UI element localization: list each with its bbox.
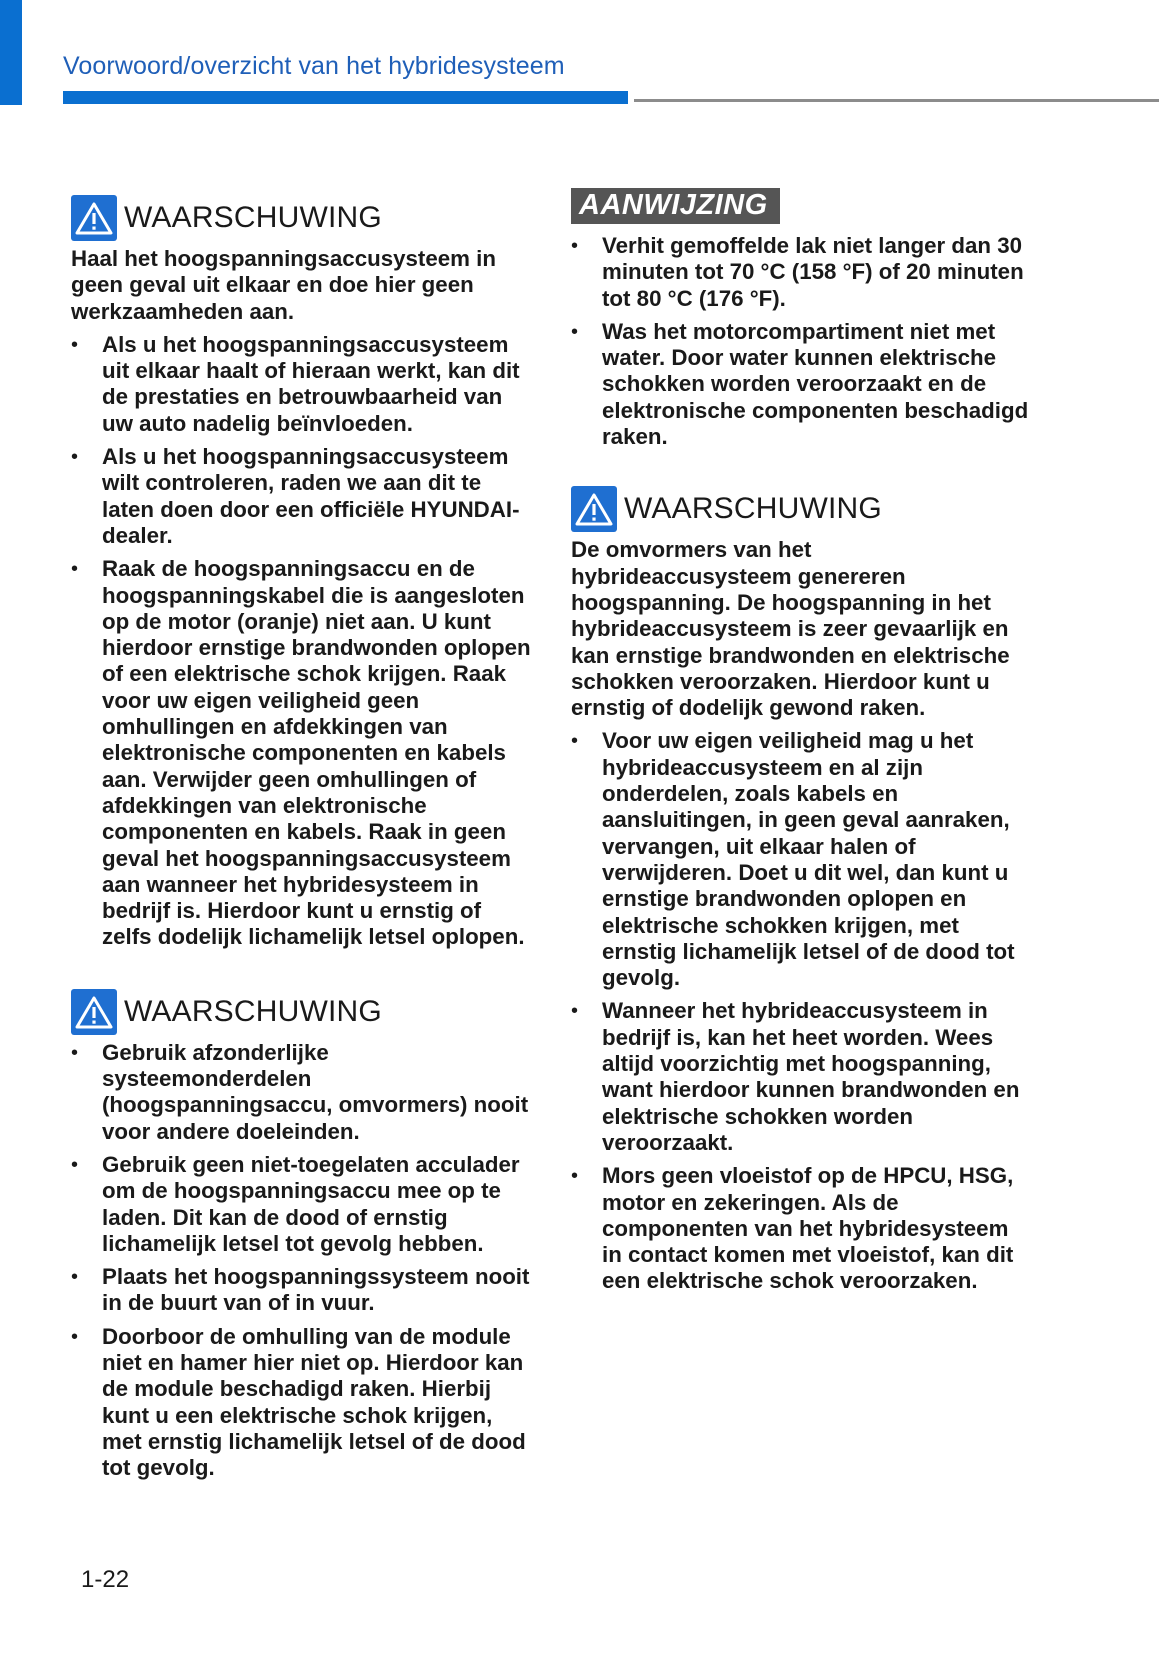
chapter-edge-tab (0, 0, 22, 105)
warning-box-3 (571, 485, 1033, 1294)
warning-triangle-icon (571, 486, 617, 532)
list-item: • Mors geen vloeistof op de HPCU, HSG, motor en zekeringen. Als de componenten van het hybridesysteem in contact komen met vloeistof, kan dit een elektrische schok veroorzaken. (571, 1163, 1033, 1294)
list-item: • Verhit gemoffelde lak niet langer dan 30 minuten tot 70 °C (158 °F) of 20 minuten tot 80 °C (176 °F). (571, 233, 1033, 312)
note-title: AANWIJZING (571, 188, 780, 224)
list-item: • Als u het hoogspanningsaccusysteem wilt controleren, raden we aan dit te laten doen door een officiële HYUNDAI-dealer. (71, 444, 533, 549)
list-item: • Voor uw eigen veiligheid mag u het hybrideaccusysteem en al zijn onderdelen, zoals kabels en aansluitingen, in geen geval aanraken, vervangen, uit elkaar halen of verwijderen. Doet u dit wel, dan kunt u ernstige brandwonden oplopen en elektrische schokken krijgen, met ernstig lichamelijk letsel of de dood tot gevolg. (571, 728, 1033, 991)
warning-list (571, 728, 1033, 1294)
warning-heading (71, 194, 533, 242)
warning-box-2 (71, 988, 533, 1482)
warning-box-1 (71, 194, 533, 951)
warning-title: WAARSCHUWING (124, 201, 382, 234)
header-rule-gray (634, 99, 1159, 102)
left-column (71, 194, 533, 1488)
warning-triangle-icon (71, 195, 117, 241)
running-header: Voorwoord/overzicht van het hybridesysteem (63, 52, 565, 80)
note-list (571, 233, 1033, 450)
list-item: • Raak de hoogspanningsaccu en de hoogspanningskabel die is aangesloten op de motor (oranje) niet aan. U kunt hierdoor ernstige brandwonden oplopen of een elektrische schok krijgen. Raak voor uw eigen veiligheid geen omhullingen en afdekkingen van elektronische componenten en kabels aan. Verwijder geen omhullingen of afdekkingen van elektronische componenten en kabels. Raak in geen geval het hoogspanningsaccusysteem aan wanneer het hybridesysteem in bedrijf is. Hierdoor kunt u ernstig of zelfs dodelijk lichamelijk letsel oplopen. (71, 556, 533, 950)
list-item: • Doorboor de omhulling van de module niet en hamer hier niet op. Hierdoor kan de module beschadigd raken. Hierbij kunt u een elektrische schok krijgen, met ernstig lichamelijk letsel of de dood tot gevolg. (71, 1324, 533, 1482)
right-column (571, 188, 1033, 1302)
list-item: • Plaats het hoogspanningssysteem nooit in de buurt van of in vuur. (71, 1264, 533, 1317)
warning-title: WAARSCHUWING (624, 492, 882, 526)
warning-heading (71, 988, 533, 1036)
warning-intro: De omvormers van het hybrideaccusysteem genereren hoogspanning. De hoogspanning in het hybrideaccusysteem is zeer gevaarlijk en kan ernstige brandwonden en elektrische schokken veroorzaken. Hierdoor kunt u ernstig of dodelijk gewond raken. (571, 537, 1010, 721)
warning-title: WAARSCHUWING (124, 994, 382, 1028)
note-box (571, 188, 1033, 450)
warning-list (71, 332, 533, 951)
list-item: • Was het motorcompartiment niet met water. Door water kunnen elektrische schokken worden veroorzaakt en de elektronische componenten beschadigd raken. (571, 319, 1033, 450)
list-item: • Gebruik afzonderlijke systeemonderdelen (hoogspanningsaccu, omvormers) nooit voor andere doeleinden. (71, 1040, 533, 1145)
warning-intro: Haal het hoogspanningsaccusysteem in geen geval uit elkaar en doe hier geen werkzaamheden aan. (71, 246, 496, 324)
warning-triangle-icon (71, 989, 117, 1035)
list-item: • Als u het hoogspanningsaccusysteem uit elkaar haalt of hieraan werkt, kan dit de prestaties en betrouwbaarheid van uw auto nadelig beïnvloeden. (71, 332, 533, 437)
list-item: • Gebruik geen niet-toegelaten acculader om de hoogspanningsaccu mee op te laden. Dit kan de dood of ernstig lichamelijk letsel tot gevolg hebben. (71, 1152, 533, 1257)
page-number: 1-22 (81, 1566, 130, 1593)
header-rule-accent (63, 91, 628, 104)
list-item: • Wanneer het hybrideaccusysteem in bedrijf is, kan het heet worden. Wees altijd voorzichtig met hoogspanning, want hierdoor kunnen brandwonden en elektrische schokken worden veroorzaakt. (571, 998, 1033, 1156)
warning-list (71, 1040, 533, 1482)
warning-heading (571, 485, 1033, 533)
